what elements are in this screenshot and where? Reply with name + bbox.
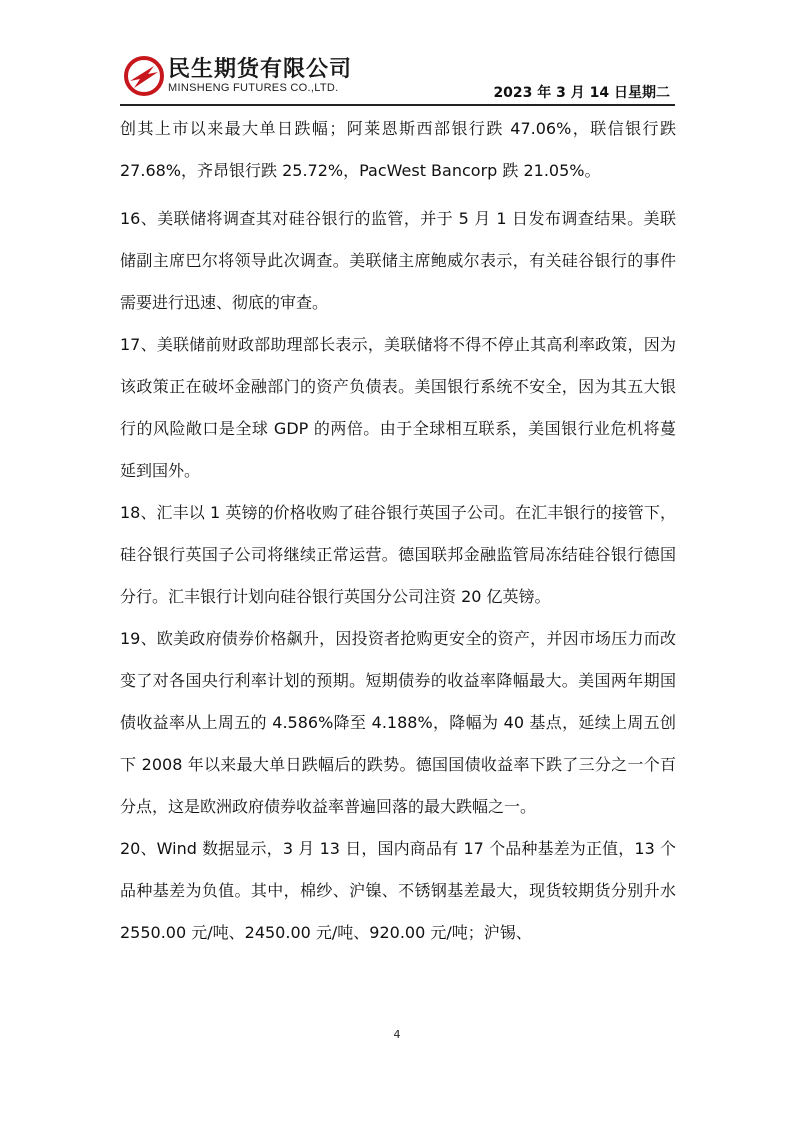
document-body (120, 108, 676, 954)
paragraph-item-18: 18、汇丰以 1 英镑的价格收购了硅谷银行英国子公司。在汇丰银行的接管下，硅谷银行英国子公司将继续正常运营。德国联邦金融监管局冻结硅谷银行德国分行。汇丰银行计划向硅谷银行英国分公司注资 20 亿英镑。 (120, 503, 676, 606)
paragraph-item-17: 17、美联储前财政部助理部长表示，美联储将不得不停止其高利率政策，因为该政策正在破坏金融部门的资产负债表。美国银行系统不安全，因为其五大银行的风险敞口是全球 GDP 的两倍。由于全球相互联系，美国银行业危机将蔓延到国外。 (120, 335, 676, 480)
paragraph-item-19: 19、欧美政府债券价格飙升，因投资者抢购更安全的资产，并因市场压力而改变了对各国央行利率计划的预期。短期债券的收益率降幅最大。美国两年期国债收益率从上周五的 4.586%降至 4.188%，降幅为 40 基点，延续上周五创下 2008 年以来最大单日跌幅后的跌势。德国国债收益率下跌了三分之一个百分点，这是欧洲政府债券收益率普遍回落的最大跌幅之一。 (120, 629, 676, 816)
logo-english-name: MINSHENG FUTURES CO.,LTD. (168, 82, 339, 94)
minsheng-logo-icon (124, 56, 164, 96)
page-number: 4 (393, 1028, 401, 1041)
header-date: 2023 年 3 月 14 日星期二 (493, 85, 670, 101)
logo-chinese-name: 民生期货有限公司 (168, 57, 353, 82)
paragraph-item-16: 16、美联储将调查其对硅谷银行的监管，并于 5 月 1 日发布调查结果。美联储副主席巴尔将领导此次调查。美联储主席鲍威尔表示，有关硅谷银行的事件需要进行迅速、彻底的审查。 (120, 209, 676, 312)
paragraph-item-20: 20、Wind 数据显示，3 月 13 日，国内商品有 17 个品种基差为正值，13 个品种基差为负值。其中，棉纱、沪镍、不锈钢基差最大，现货较期货分别升水 2550.00 元/吨、2450.00 元/吨、920.00 元/吨；沪锡、 (120, 839, 676, 942)
header-divider (120, 104, 675, 106)
page-header (0, 0, 794, 110)
paragraph-continuation: 创其上市以来最大单日跌幅；阿莱恩斯西部银行跌 47.06%，联信银行跌 27.68%，齐昂银行跌 25.72%，PacWest Bancorp 跌 21.05%。 (120, 119, 676, 180)
company-logo (124, 52, 374, 100)
